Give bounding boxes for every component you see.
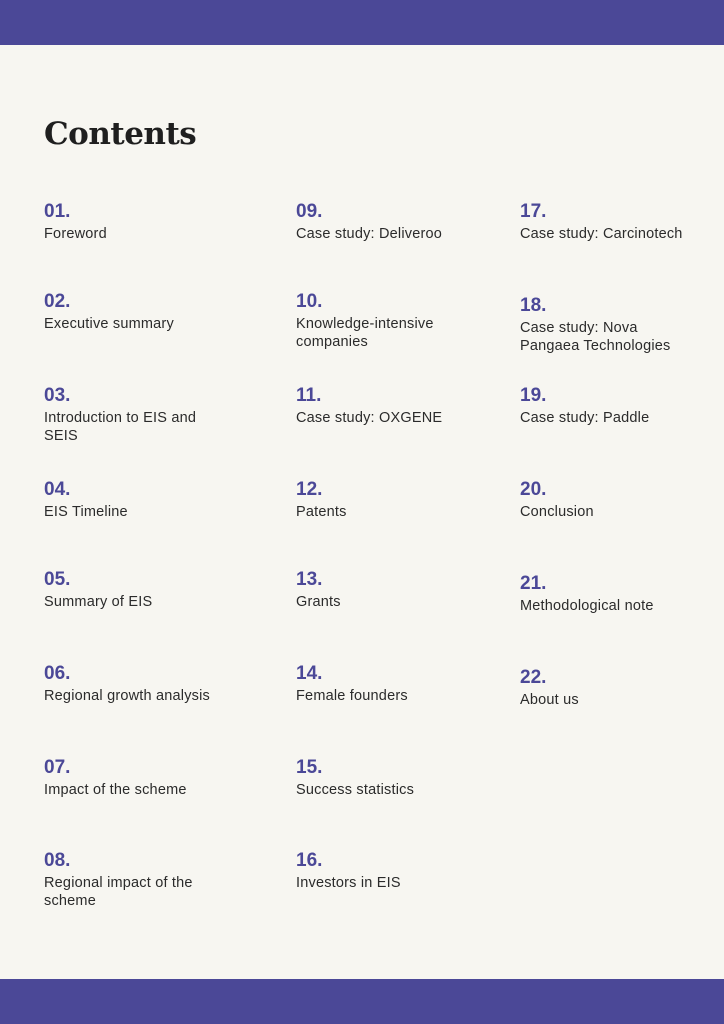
toc-entry[interactable] [520,667,690,709]
toc-entry[interactable] [44,291,234,333]
toc-title: Case study: Paddle [520,410,650,426]
toc-title: Knowledge-intensive companies [296,316,434,350]
toc-entry[interactable] [296,479,486,521]
toc-number: 06. [44,663,71,684]
toc-title: About us [520,692,579,708]
toc-title: Case study: Deliveroo [296,226,443,242]
toc-entry[interactable] [44,663,234,705]
toc-number: 18. [520,295,547,316]
toc-number: 07. [44,757,71,778]
toc-number: 19. [520,385,547,406]
toc-entry[interactable] [520,385,690,427]
toc-title: Investors in EIS [296,875,401,891]
toc-entry[interactable] [296,569,486,611]
toc-number: 13. [296,569,323,590]
toc-number: 17. [520,201,547,222]
toc-number: 11. [296,385,322,406]
toc-title: Introduction to EIS and SEIS [44,410,197,444]
toc-entry[interactable] [44,757,234,799]
toc-entry[interactable] [520,573,690,615]
toc-title: EIS Timeline [44,504,128,520]
top-banner [0,0,724,45]
toc-number: 01. [44,201,71,222]
toc-number: 15. [296,757,323,778]
toc-number: 04. [44,479,71,500]
toc-title: Success statistics [296,782,415,798]
toc-entry[interactable] [44,201,234,243]
toc-title: Conclusion [520,504,594,520]
toc-number: 09. [296,201,323,222]
toc-title: Executive summary [44,316,174,332]
toc-number: 20. [520,479,547,500]
toc-title: Patents [296,504,347,520]
toc-number: 05. [44,569,71,590]
toc-number: 12. [296,479,323,500]
toc-entry[interactable] [296,663,486,705]
toc-title: Methodological note [520,598,654,614]
toc-number: 21. [520,573,547,594]
toc-number: 16. [296,850,323,871]
toc-title: Regional impact of the scheme [44,875,193,909]
toc-number: 08. [44,850,71,871]
toc-entry[interactable] [44,385,234,445]
toc-number: 22. [520,667,547,688]
toc-title: Female founders [296,688,408,704]
toc-number: 02. [44,291,71,312]
toc-entry[interactable] [296,385,486,427]
toc-entry[interactable] [520,201,690,243]
toc-title: Case study: Carcinotech [520,226,683,242]
toc-entry[interactable] [44,569,234,611]
toc-entry[interactable] [44,479,234,521]
toc-title: Case study: Nova Pangaea Technologies [520,320,671,354]
toc-title: Impact of the scheme [44,782,187,798]
toc-entry[interactable] [44,850,234,910]
bottom-banner [0,979,724,1024]
toc-title: Grants [296,594,341,610]
toc-entry[interactable] [296,291,486,351]
toc-entry[interactable] [296,201,486,243]
toc-number: 10. [296,291,323,312]
toc-title: Case study: OXGENE [296,410,443,426]
toc-entry[interactable] [296,757,486,799]
toc-entry[interactable] [520,295,690,355]
toc-entry[interactable] [520,479,690,521]
toc-title: Foreword [44,226,107,242]
toc-entry[interactable] [296,850,486,892]
toc-title: Summary of EIS [44,594,153,610]
page-title: Contents [44,116,197,152]
toc-number: 14. [296,663,323,684]
toc-title: Regional growth analysis [44,688,210,704]
toc-number: 03. [44,385,71,406]
